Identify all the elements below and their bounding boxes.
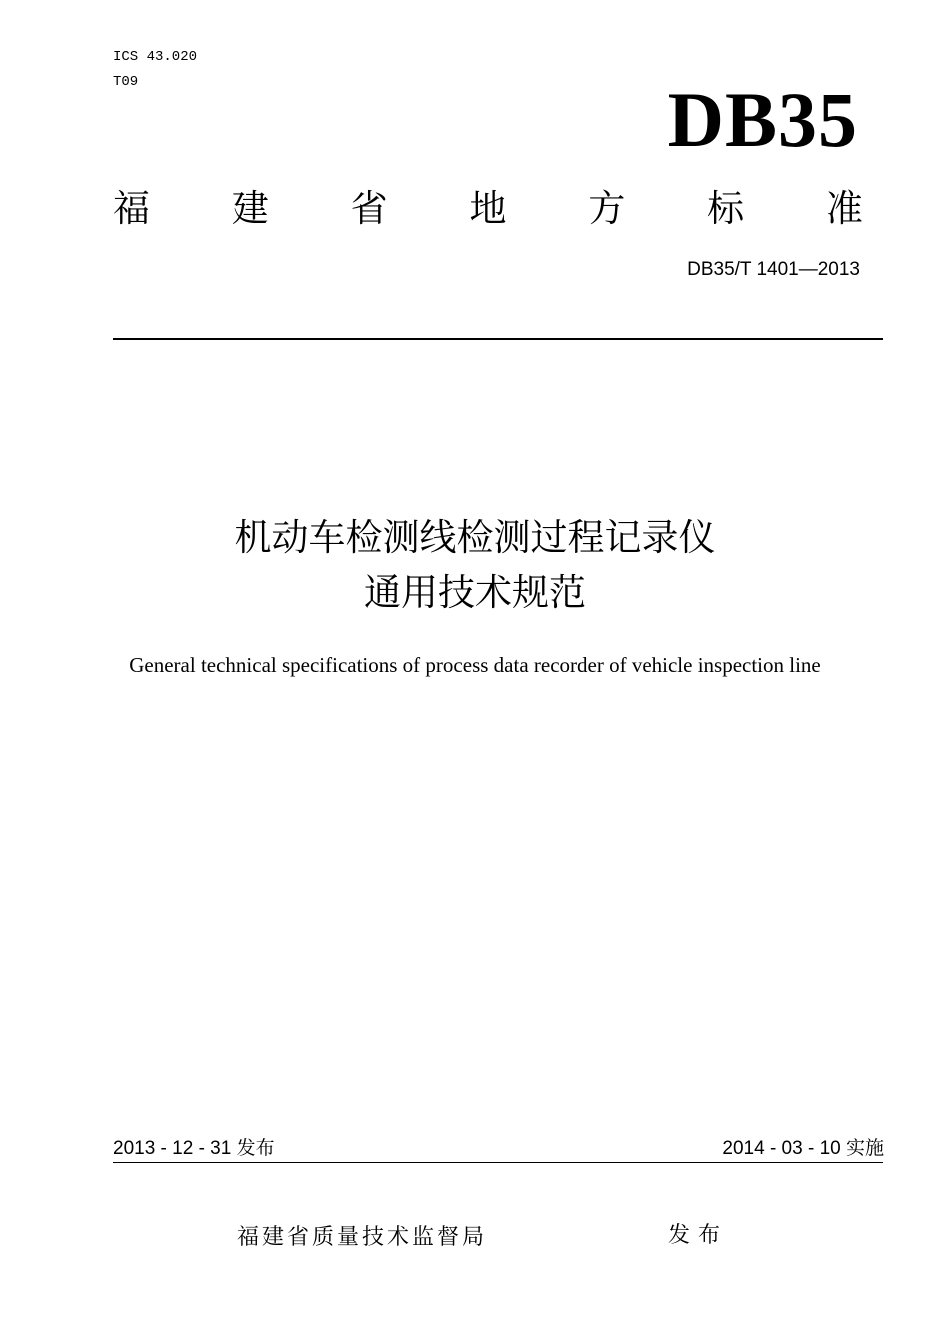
title-line-2: 通用技术规范: [364, 571, 586, 614]
standard-type-char: 方: [588, 187, 626, 230]
standard-type-char: 标: [707, 187, 745, 230]
issue-label: 发布: [668, 1223, 729, 1248]
standard-type-char: 准: [825, 187, 863, 230]
title-line-1: 机动车检测线检测过程记录仪: [234, 516, 716, 559]
standard-type-char: 省: [350, 187, 388, 230]
standard-type-char: 地: [469, 187, 507, 230]
header-divider: [113, 338, 883, 340]
issuing-authority: 福建省质量技术监督局: [237, 1225, 488, 1250]
standard-type-char: 建: [231, 187, 269, 230]
classification-code: T09: [113, 74, 139, 90]
footer-divider: [113, 1162, 883, 1163]
standard-type: [113, 186, 863, 232]
english-title: General technical specifications of process data recorder of vehicle inspection line: [129, 653, 821, 677]
ics-code: ICS 43.020: [113, 49, 198, 65]
implementation-date: 2014 - 03 - 10 实施: [722, 1138, 884, 1159]
standard-number: DB35/T 1401—2013: [687, 259, 860, 280]
standard-logo: DB35: [667, 76, 858, 163]
issue-date: 2013 - 12 - 31 发布: [113, 1138, 275, 1159]
standard-type-char: 福: [113, 187, 150, 230]
